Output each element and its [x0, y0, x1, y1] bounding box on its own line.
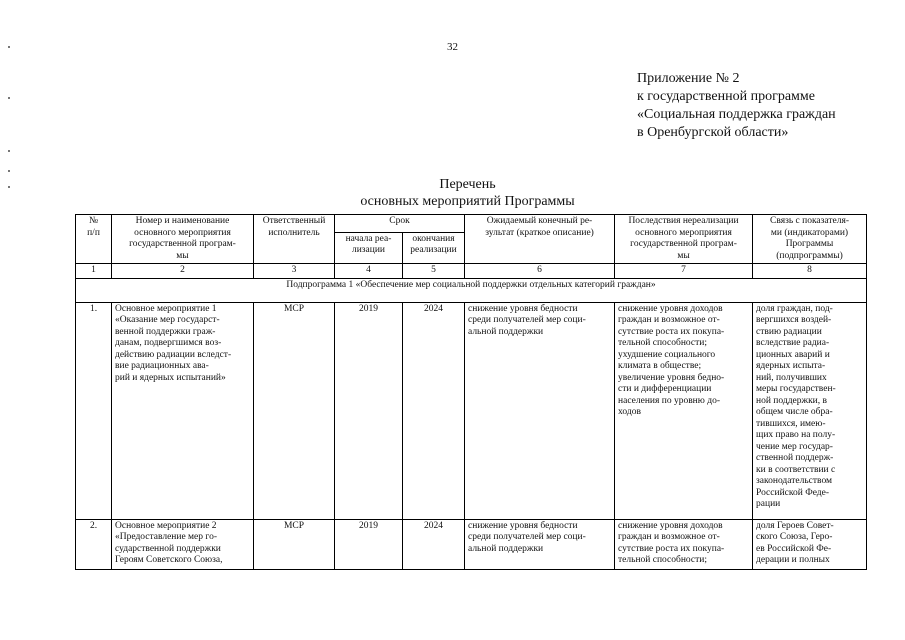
column-number: 5	[403, 264, 465, 279]
row-number: 1.	[76, 302, 112, 519]
table-row	[76, 519, 867, 569]
title-line: Перечень	[439, 177, 496, 192]
column-number: 1	[76, 264, 112, 279]
appendix-caption	[637, 70, 836, 142]
start-year-cell: 2019	[335, 302, 403, 519]
column-number: 3	[254, 264, 335, 279]
end-year-cell: 2024	[403, 302, 465, 519]
header-consequences: Последствия нереализации основного мероприятия государственной програм- мы	[615, 215, 753, 264]
column-number-row	[76, 264, 867, 279]
title-line: основных мероприятий Программы	[360, 194, 575, 209]
header-indicator-link: Связь с показателя- ми (индикаторами) Программы (подпрограммы)	[753, 215, 867, 264]
measure-name-cell: Основное мероприятие 2 «Предоставление мер го- сударственной поддержки Героям Советского Союза,	[112, 519, 254, 569]
measures-table	[75, 214, 867, 570]
consequences-cell: снижение уровня доходов граждан и возможное от- сутствие роста их покупа- тельной способности; ухудшение социального климата в обществе; увеличение уровня бедно- сти и дифференциации населения по уровню до- ходов	[615, 302, 753, 519]
header-start: начала реа- лизации	[335, 232, 403, 263]
result-cell: снижение уровня бедности среди получателей мер соци- альной поддержки	[465, 519, 615, 569]
appendix-line: «Социальная поддержка граждан	[637, 107, 836, 122]
scan-mark	[8, 97, 10, 99]
column-number: 8	[753, 264, 867, 279]
subprogram-row	[76, 278, 867, 302]
executor-cell: МСР	[254, 519, 335, 569]
table-header-row	[76, 215, 867, 233]
column-number: 6	[465, 264, 615, 279]
scan-mark	[8, 150, 10, 152]
indicator-link-cell: доля Героев Совет- ского Союза, Геро- ев Российской Фе- дерации и полных	[753, 519, 867, 569]
appendix-line: к государственной программе	[637, 89, 815, 104]
header-measure-name: Номер и наименование основного мероприятия государственной програм- мы	[112, 215, 254, 264]
header-result: Ожидаемый конечный ре- зультат (краткое описание)	[465, 215, 615, 264]
consequences-cell: снижение уровня доходов граждан и возможное от- сутствие роста их покупа- тельной способности;	[615, 519, 753, 569]
row-number: 2.	[76, 519, 112, 569]
table-row	[76, 302, 867, 519]
column-number: 7	[615, 264, 753, 279]
appendix-line: в Оренбургской области»	[637, 125, 789, 140]
header-end: окончания реализации	[403, 232, 465, 263]
result-cell: снижение уровня бедности среди получателей мер соци- альной поддержки	[465, 302, 615, 519]
header-executor: Ответственный исполнитель	[254, 215, 335, 264]
header-num: № п/п	[76, 215, 112, 264]
indicator-link-cell: доля граждан, под- вергшихся воздей- ствию радиации вследствие радиа- ционных аварий и ядерных испыта- ний, получивших меры государствен- ной поддержки, в общем числе обра- тившихся, имею- щих право на полу- чение мер государ- ственной поддерж- ки в соответствии с законодательством Российской Феде- рации	[753, 302, 867, 519]
column-number: 2	[112, 264, 254, 279]
document-title	[0, 176, 905, 210]
scan-mark	[8, 170, 10, 172]
page-number: 32	[447, 41, 458, 53]
subprogram-title: Подпрограмма 1 «Обеспечение мер социальной поддержки отдельных категорий граждан»	[76, 278, 867, 302]
start-year-cell: 2019	[335, 519, 403, 569]
executor-cell: МСР	[254, 302, 335, 519]
end-year-cell: 2024	[403, 519, 465, 569]
appendix-line: Приложение № 2	[637, 71, 740, 86]
measure-name-cell: Основное мероприятие 1 «Оказание мер государст- венной поддержки граж- данам, подвергшимся воз- действию радиации вследст- вие радиационных ава- рий и ядерных испытаний»	[112, 302, 254, 519]
header-term: Срок	[335, 215, 465, 233]
column-number: 4	[335, 264, 403, 279]
